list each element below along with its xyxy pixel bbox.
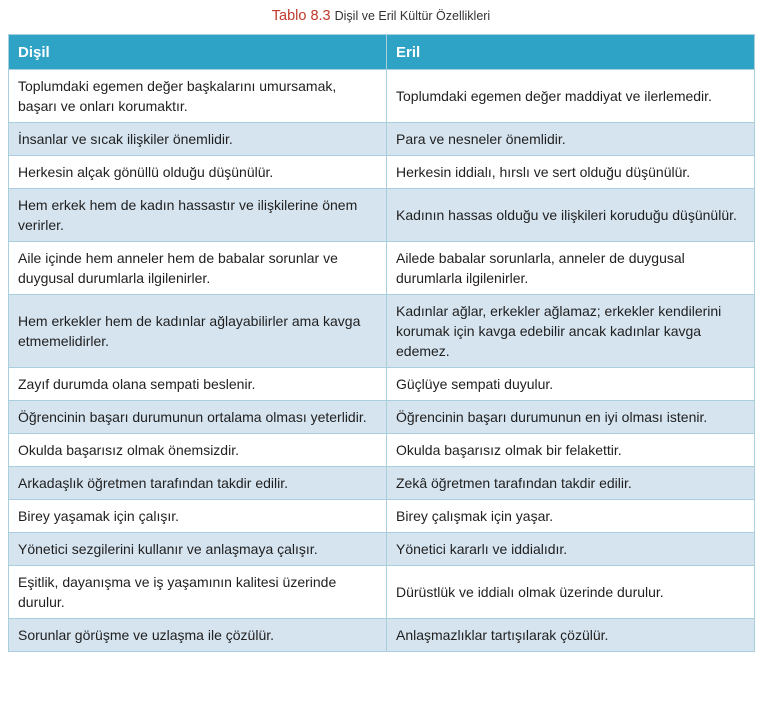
table-cell-disil: Eşitlik, dayanışma ve iş yaşamının kalitesi üzerinde durulur.: [9, 566, 387, 619]
table-cell-disil: Herkesin alçak gönüllü olduğu düşünülür.: [9, 156, 387, 189]
table-row: [9, 467, 755, 500]
table-cell-eril: Anlaşmazlıklar tartışılarak çözülür.: [387, 619, 755, 652]
table-row: [9, 619, 755, 652]
table-row: [9, 242, 755, 295]
table-cell-eril: Güçlüye sempati duyulur.: [387, 368, 755, 401]
table-cell-disil: Yönetici sezgilerini kullanır ve anlaşmaya çalışır.: [9, 533, 387, 566]
table-row: [9, 123, 755, 156]
table-cell-eril: Birey çalışmak için yaşar.: [387, 500, 755, 533]
table-row: [9, 189, 755, 242]
table-cell-disil: Okulda başarısız olmak önemsizdir.: [9, 434, 387, 467]
table-cell-eril: Yönetici kararlı ve iddialıdır.: [387, 533, 755, 566]
table-cell-eril: Ailede babalar sorunlarla, anneler de duygusal durumlarla ilgilenirler.: [387, 242, 755, 295]
table-number: Tablo 8.3: [271, 8, 331, 24]
table-row: [9, 368, 755, 401]
table-row: [9, 500, 755, 533]
table-caption: [0, 7, 762, 25]
table-cell-eril: Kadının hassas olduğu ve ilişkileri koruduğu düşünülür.: [387, 189, 755, 242]
table-cell-disil: Aile içinde hem anneler hem de babalar sorunlar ve duygusal durumlarla ilgilenirler.: [9, 242, 387, 295]
table-row: [9, 295, 755, 368]
table-cell-eril: Zekâ öğretmen tarafından takdir edilir.: [387, 467, 755, 500]
column-header-eril: Eril: [387, 35, 755, 70]
table-row: [9, 533, 755, 566]
table-cell-eril: Okulda başarısız olmak bir felakettir.: [387, 434, 755, 467]
column-header-disil: Dişil: [9, 35, 387, 70]
table-cell-disil: Hem erkek hem de kadın hassastır ve ilişkilerine önem verirler.: [9, 189, 387, 242]
table-cell-eril: Toplumdaki egemen değer maddiyat ve ilerlemedir.: [387, 70, 755, 123]
table-cell-disil: İnsanlar ve sıcak ilişkiler önemlidir.: [9, 123, 387, 156]
culture-comparison-table: [8, 34, 755, 652]
table-row: [9, 156, 755, 189]
table-cell-eril: Para ve nesneler önemlidir.: [387, 123, 755, 156]
table-cell-disil: Öğrencinin başarı durumunun ortalama olması yeterlidir.: [9, 401, 387, 434]
table-title: Dişil ve Eril Kültür Özellikleri: [334, 9, 491, 23]
table-row: [9, 401, 755, 434]
table-row: [9, 434, 755, 467]
table-header-row: [9, 35, 755, 70]
table-cell-disil: Toplumdaki egemen değer başkalarını umursamak, başarı ve onları korumaktır.: [9, 70, 387, 123]
table-cell-disil: Birey yaşamak için çalışır.: [9, 500, 387, 533]
table-row: [9, 566, 755, 619]
table-cell-eril: Öğrencinin başarı durumunun en iyi olması istenir.: [387, 401, 755, 434]
table-cell-eril: Dürüstlük ve iddialı olmak üzerinde durulur.: [387, 566, 755, 619]
table-cell-disil: Arkadaşlık öğretmen tarafından takdir edilir.: [9, 467, 387, 500]
table-cell-eril: Kadınlar ağlar, erkekler ağlamaz; erkekler kendilerini korumak için kavga edebilir ancak kadınlar kavga edemez.: [387, 295, 755, 368]
table-cell-disil: Sorunlar görüşme ve uzlaşma ile çözülür.: [9, 619, 387, 652]
table-cell-disil: Hem erkekler hem de kadınlar ağlayabilirler ama kavga etmemelidirler.: [9, 295, 387, 368]
table-cell-eril: Herkesin iddialı, hırslı ve sert olduğu düşünülür.: [387, 156, 755, 189]
table-cell-disil: Zayıf durumda olana sempati beslenir.: [9, 368, 387, 401]
table-row: [9, 70, 755, 123]
